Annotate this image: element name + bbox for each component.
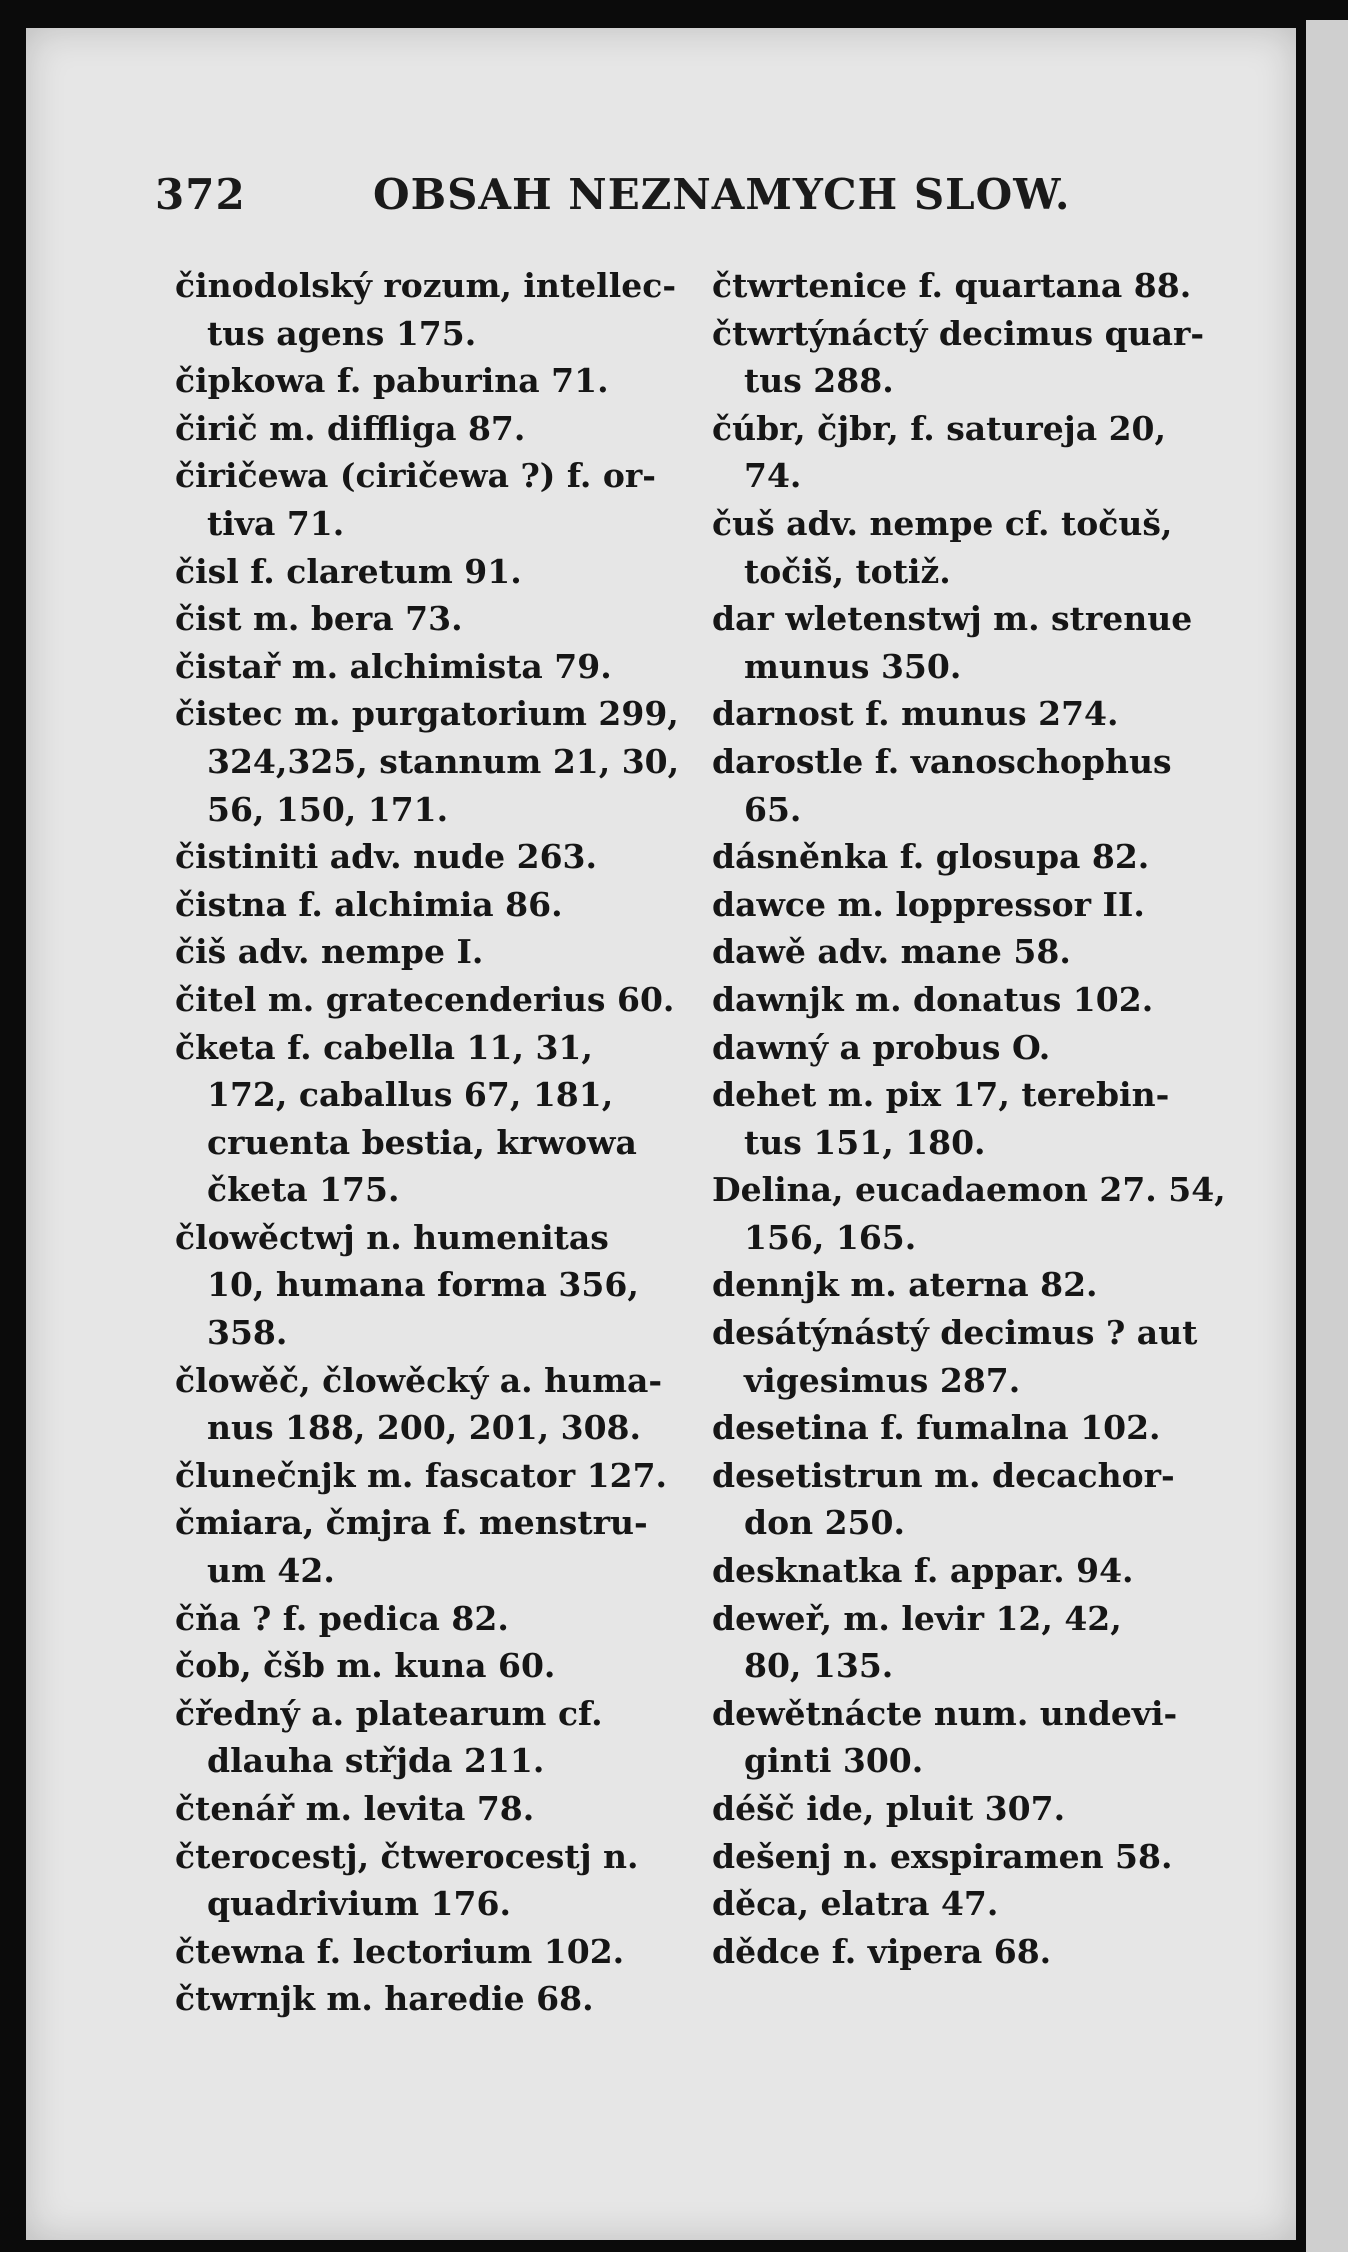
glossary-line: čirič m. diffliga 87. bbox=[175, 408, 526, 448]
glossary-line: čňa ? f. pedica 82. bbox=[175, 1598, 509, 1638]
glossary-line: nus 188, 200, 201, 308. bbox=[207, 1408, 642, 1448]
glossary-line: deweř, m. levir 12, 42, bbox=[712, 1598, 1122, 1638]
glossary-line: člowěctwj n. humenitas bbox=[175, 1217, 609, 1257]
glossary-line: um 42. bbox=[207, 1551, 335, 1591]
glossary-line: 80, 135. bbox=[744, 1646, 894, 1686]
glossary-line: čiš adv. nempe I. bbox=[175, 932, 484, 972]
glossary-line: dawnjk m. donatus 102. bbox=[712, 979, 1154, 1019]
glossary-line: dešenj n. exspiramen 58. bbox=[712, 1836, 1173, 1876]
glossary-line: čředný a. platearum cf. bbox=[175, 1693, 603, 1733]
glossary-line: desetina f. fumalna 102. bbox=[712, 1408, 1161, 1448]
glossary-line: Delina, eucadaemon 27. 54, bbox=[712, 1170, 1226, 1210]
glossary-line: don 250. bbox=[744, 1503, 905, 1543]
glossary-line: čketa f. cabella 11, 31, bbox=[175, 1027, 593, 1067]
glossary-line: čob, čšb m. kuna 60. bbox=[175, 1646, 556, 1686]
left-column bbox=[175, 262, 680, 2023]
glossary-line: tus agens 175. bbox=[207, 313, 477, 353]
glossary-line: dar wletenstwj m. strenue bbox=[712, 599, 1193, 639]
glossary-line: čipkowa f. paburina 71. bbox=[175, 361, 609, 401]
glossary-line: člowěč, člowěcký a. huma- bbox=[175, 1360, 663, 1400]
glossary-line: točiš, totiž. bbox=[744, 551, 951, 591]
glossary-line: cruenta bestia, krwowa bbox=[207, 1122, 637, 1162]
glossary-line: čterocestj, čtwerocestj n. bbox=[175, 1836, 639, 1876]
glossary-line: tus 288. bbox=[744, 361, 894, 401]
glossary-line: dlauha střjda 211. bbox=[207, 1741, 545, 1781]
glossary-line: dennjk m. aterna 82. bbox=[712, 1265, 1098, 1305]
glossary-line: čtwrtýnáctý decimus quar- bbox=[712, 313, 1205, 353]
glossary-line: čistař m. alchimista 79. bbox=[175, 646, 612, 686]
glossary-line: dewětnácte num. undevi- bbox=[712, 1693, 1178, 1733]
glossary-line: tus 151, 180. bbox=[744, 1122, 986, 1162]
right-column bbox=[712, 262, 1226, 1975]
glossary-line: darostle f. vanoschophus bbox=[712, 741, 1172, 781]
glossary-line: čketa 175. bbox=[207, 1170, 400, 1210]
glossary-line: dědce f. vipera 68. bbox=[712, 1931, 1052, 1971]
page-number: 372 bbox=[155, 170, 246, 219]
glossary-line: déšč ide, pluit 307. bbox=[712, 1789, 1066, 1828]
glossary-line: čmiara, čmjra f. menstru- bbox=[175, 1503, 648, 1543]
glossary-line: čist m. bera 73. bbox=[175, 599, 463, 639]
glossary-line: dawce m. loppressor II. bbox=[712, 884, 1145, 924]
page-title: OBSAH NEZNAMYCH SLOW. bbox=[373, 170, 1071, 219]
glossary-line: 324,325, stannum 21, 30, bbox=[207, 741, 680, 781]
glossary-line: čúbr, čjbr, f. satureja 20, bbox=[712, 408, 1166, 448]
glossary-line: čtwrtenice f. quartana 88. bbox=[712, 266, 1192, 305]
glossary-line: čuš adv. nempe cf. točuš, bbox=[712, 503, 1173, 543]
glossary-line: tiva 71. bbox=[207, 503, 345, 543]
glossary-line: čistec m. purgatorium 299, bbox=[175, 694, 679, 734]
adjacent-page-edge bbox=[1306, 20, 1348, 2252]
glossary-line: čiričewa (ciričewa ?) f. or- bbox=[175, 456, 656, 496]
page-header bbox=[155, 170, 1105, 230]
glossary-line: děca, elatra 47. bbox=[712, 1884, 999, 1924]
glossary-line: dawě adv. mane 58. bbox=[712, 932, 1071, 972]
glossary-line: dawný a probus O. bbox=[712, 1027, 1051, 1067]
glossary-line: munus 350. bbox=[744, 646, 962, 686]
glossary-line: činodolský rozum, intellec- bbox=[175, 266, 677, 305]
glossary-line: 56, 150, 171. bbox=[207, 789, 449, 829]
glossary-line: dásněnka f. glosupa 82. bbox=[712, 837, 1150, 877]
glossary-line: 172, caballus 67, 181, bbox=[207, 1075, 614, 1115]
glossary-line: 358. bbox=[207, 1313, 288, 1353]
glossary-line: desetistrun m. decachor- bbox=[712, 1455, 1175, 1495]
glossary-line: desknatka f. appar. 94. bbox=[712, 1551, 1134, 1591]
glossary-line: čtenář m. levita 78. bbox=[175, 1789, 535, 1828]
glossary-line: 10, humana forma 356, bbox=[207, 1265, 639, 1305]
glossary-line: člunečnjk m. fascator 127. bbox=[175, 1455, 668, 1495]
glossary-line: čisl f. claretum 91. bbox=[175, 551, 522, 591]
glossary-line: 156, 165. bbox=[744, 1217, 917, 1257]
glossary-line: desátýnástý decimus ? aut bbox=[712, 1313, 1198, 1353]
glossary-line: ginti 300. bbox=[744, 1741, 924, 1781]
glossary-line: vigesimus 287. bbox=[744, 1360, 1021, 1400]
glossary-line: čistna f. alchimia 86. bbox=[175, 884, 563, 924]
glossary-line: 74. bbox=[744, 456, 802, 496]
glossary-line: čistiniti adv. nude 263. bbox=[175, 837, 597, 877]
glossary-line: dehet m. pix 17, terebin- bbox=[712, 1075, 1170, 1115]
glossary-line: darnost f. munus 274. bbox=[712, 694, 1119, 734]
glossary-line: čtewna f. lectorium 102. bbox=[175, 1931, 625, 1971]
glossary-line: 65. bbox=[744, 789, 802, 829]
glossary-line: quadrivium 176. bbox=[207, 1884, 511, 1924]
glossary-line: čtwrnjk m. haredie 68. bbox=[175, 1979, 594, 2019]
glossary-line: čitel m. gratecenderius 60. bbox=[175, 979, 675, 1019]
